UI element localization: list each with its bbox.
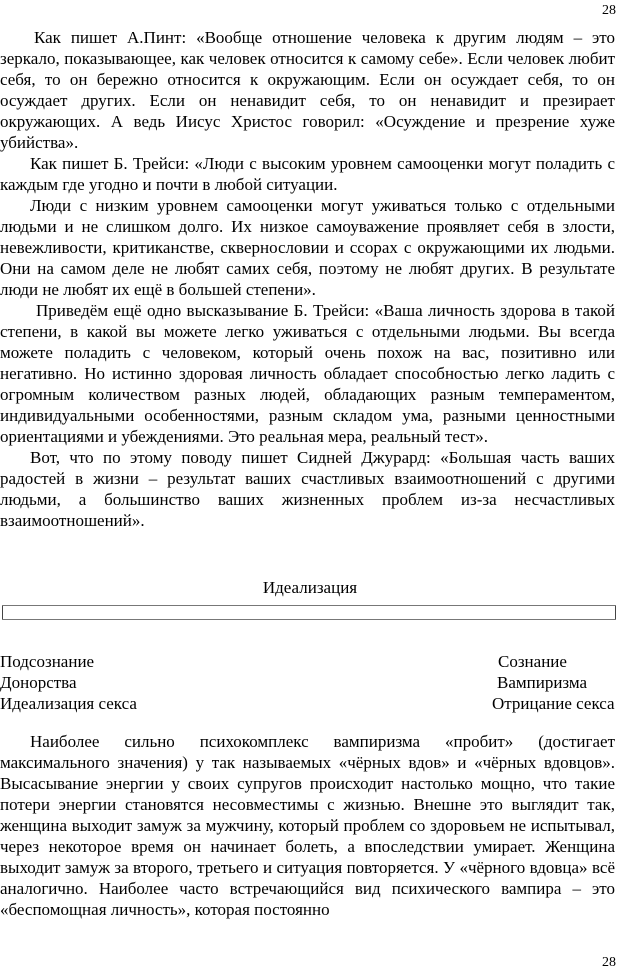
diagram-row-left: Подсознание bbox=[0, 652, 95, 671]
paragraph: Приведём ещё одно высказывание Б. Трейси: «Ваша личность здорова в такой степени, в какой вы можете легко уживаться с отдельными людьми. Вы всегда можете поладить с человеком, который очень похож на вас, позитивно или негативно. Но истинно здоровая личность обладает способностью легко ладить с огромным количеством разных людей, обладающих разным темпераментом, индивидуальными особенностями, разным складом ума, разными ценностными ориентациями и убеждениями. Это реальная мера, реальный тест». bbox=[0, 301, 615, 446]
page-number-top: 28 bbox=[602, 3, 616, 18]
diagram-row-left: Донорства bbox=[0, 673, 77, 692]
diagram-row-right: Сознание bbox=[498, 652, 567, 671]
paragraph: Наиболее сильно психокомплекс вампиризма «пробит» (достигает максимального значения) у так называемых «чёрных вдов» и «чёрных вдовцов». Высасывание энергии у своих супругов происходит настолько мощно, что такие потери энергии становятся несовместимы с жизнью. Внешне это выглядит так, женщина выходит замуж за мужчину, который проблем со здоровьем не испытывал, через некоторое время он начинает болеть, а впоследствии умирает. Женщина выходит замуж за второго, третьего и ситуация повторяется. У «чёрного вдовца» всё аналогично. Наиболее часто встречающийся вид психического вампира – это «беспомощная личность», которая постоянно bbox=[0, 732, 615, 919]
diagram-row-right: Отрицание секса bbox=[492, 694, 615, 713]
scale-bar bbox=[2, 605, 616, 620]
body-text-continued bbox=[0, 731, 615, 920]
diagram-title: Идеализация bbox=[262, 578, 358, 597]
paragraph: Как пишет Б. Трейси: «Люди с высоким уровнем самооценки могут поладить с каждым где угодно и почти в любой ситуации. bbox=[0, 154, 615, 194]
scale-bar-right-tick bbox=[615, 606, 616, 619]
scale-bar-left-tick bbox=[2, 606, 3, 619]
paragraph: Как пишет А.Пинт: «Вообще отношение человека к другим людям – это зеркало, показывающее, как человек относится к самому себе». Если человек любит себя, то он бережно относится к окружающим. Если он осуждает себя, то он осуждает других. Если он ненавидит себя, то он ненавидит и презирает окружающих. А ведь Иисус Христос говорил: «Осуждение и презрение хуже убийства». bbox=[0, 28, 615, 152]
diagram-row-right: Вампиризма bbox=[497, 673, 588, 692]
page-number-bottom: 28 bbox=[602, 955, 616, 970]
diagram-row-left: Идеализация секса bbox=[0, 694, 137, 713]
body-text bbox=[0, 27, 615, 531]
paragraph: Люди с низким уровнем самооценки могут уживаться только с отдельными людьми и не слишком долго. Их низкое самоуважение проявляет себя в злости, невежливости, критиканстве, сквернословии и ссорах с окружающими их людьми. Они на самом деле не любят самих себя, поэтому не любят других. В результате люди не любят их ещё в большей степени». bbox=[0, 196, 615, 299]
paragraph: Вот, что по этому поводу пишет Сидней Джурард: «Большая часть ваших радостей в жизни – результат ваших счастливых взаимоотношений с другими людьми, а большинство ваших жизненных проблем из-за несчастливых взаимоотношений». bbox=[0, 448, 615, 530]
